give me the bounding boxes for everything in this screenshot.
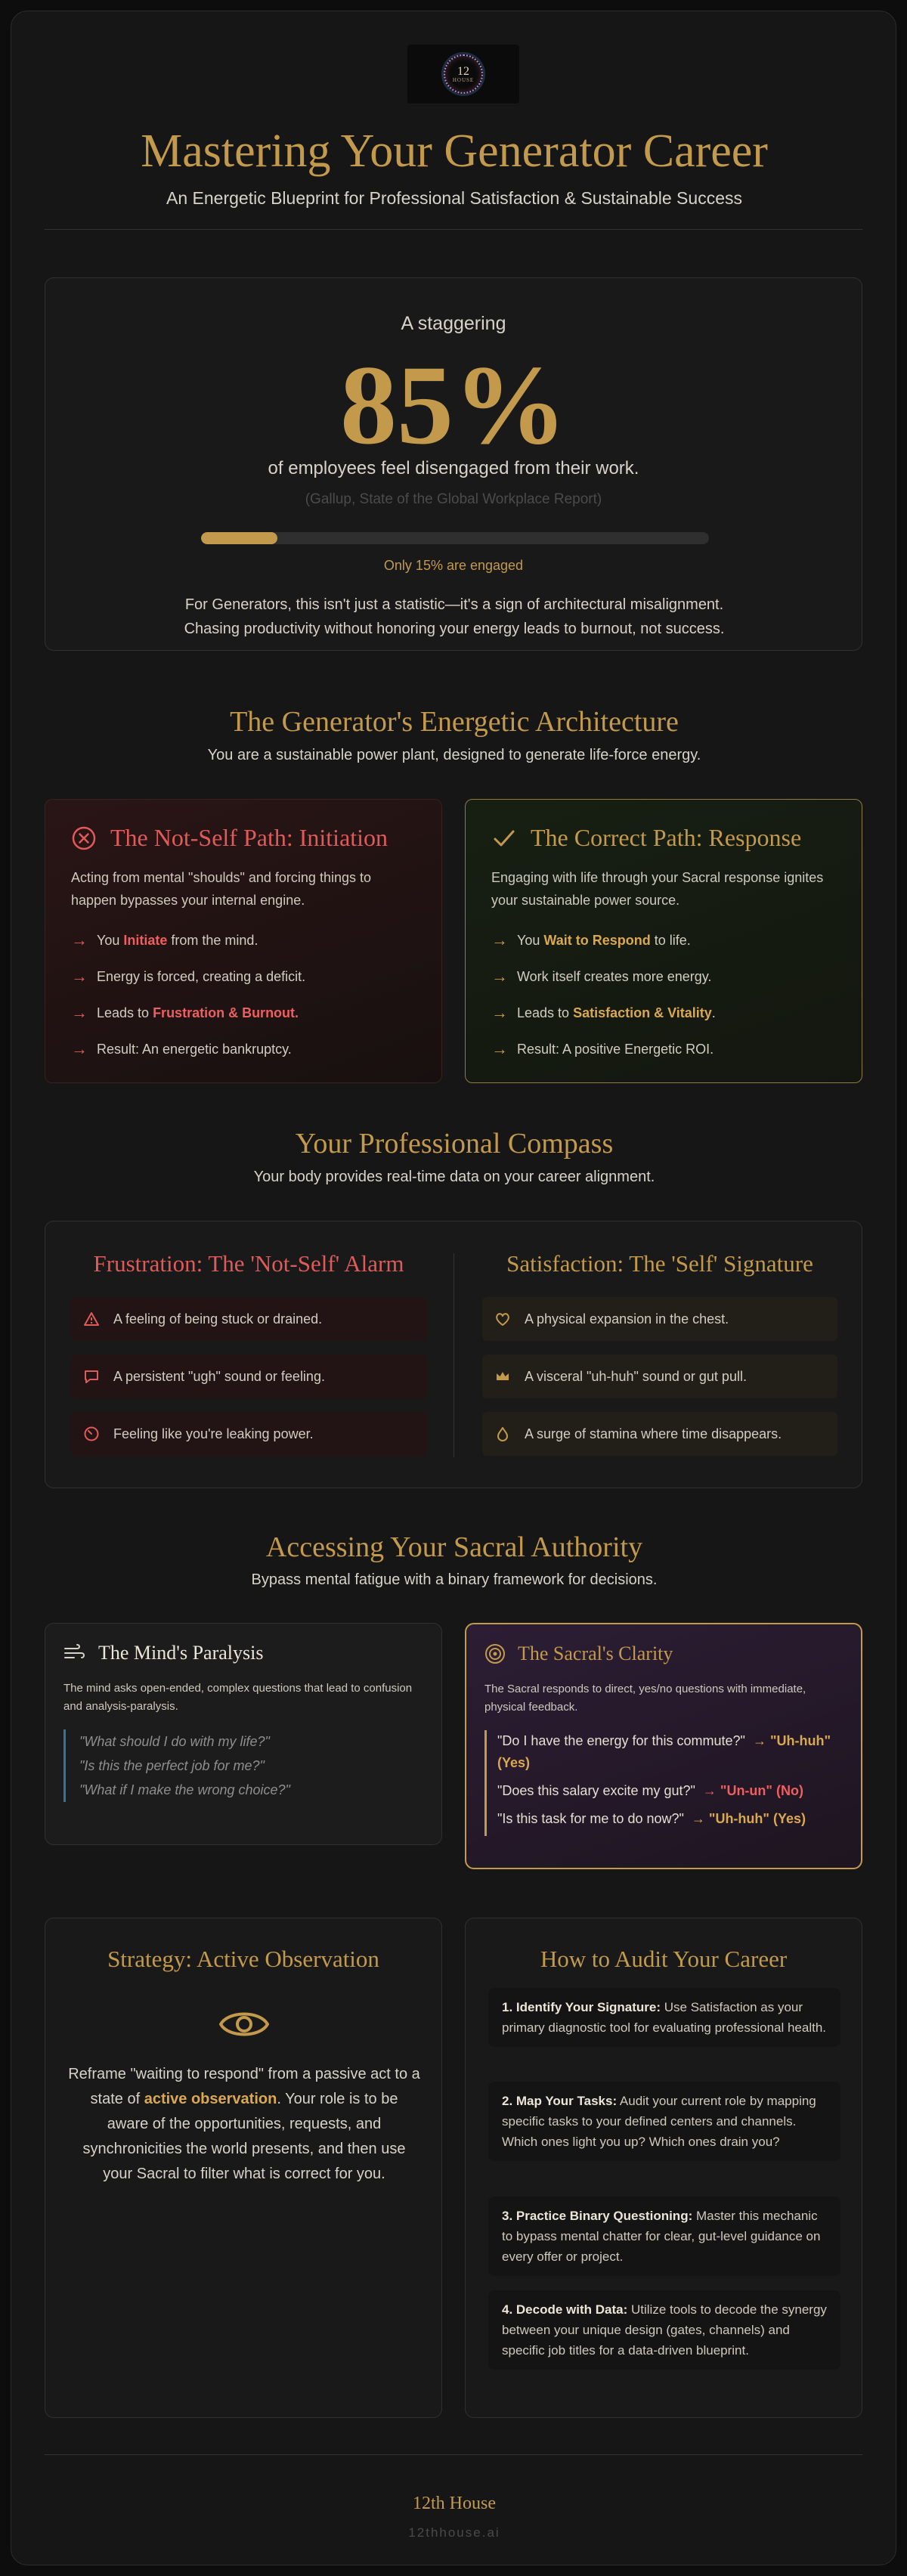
clarity-header [484, 1643, 673, 1665]
page-subtitle: An Energetic Blueprint for Professional Satisfaction & Sustainable Success [166, 188, 742, 208]
arrow-icon: → [71, 1003, 88, 1022]
frustration-item: Feeling like you're leaking power. [71, 1412, 426, 1456]
mind-quote: "Is this the perfect job for me?" [79, 1758, 265, 1773]
engagement-bar [201, 532, 709, 544]
logo-text: 12 [457, 64, 469, 78]
arrow-icon: → [491, 930, 508, 949]
eye-icon [218, 2005, 271, 2044]
engagement-caption: Only 15% are engaged [383, 558, 524, 573]
mind-paralysis-card [45, 1623, 442, 1845]
mind-desc: The mind asks open-ended, complex questions that lead to confusion and analysis-paralysis. [63, 1682, 413, 1713]
not-self-header [71, 824, 388, 852]
clarity-title: The Sacral's Clarity [518, 1643, 673, 1664]
logo-emblem [444, 54, 483, 94]
architecture-subtitle: You are a sustainable power plant, designed to generate life-force energy. [207, 747, 701, 763]
heart-icon [494, 1311, 511, 1327]
crown-icon [494, 1368, 511, 1385]
list-item: → You Initiate from the mind. [71, 930, 258, 949]
arrow-icon: → [491, 967, 508, 986]
audit-step: 4. Decode with Data: Utilize tools to decode the synergy between your unique design (gates, channels) and specific job titles for a data-driven blueprint. [488, 2290, 840, 2370]
correct-path-card [465, 799, 862, 1083]
compass-subtitle: Your body provides real-time data on your career alignment. [253, 1169, 655, 1185]
mind-quotes [63, 1729, 419, 1802]
sacral-title: Accessing Your Sacral Authority [265, 1531, 643, 1563]
list-item: → Leads to Satisfaction & Vitality. [491, 1003, 716, 1022]
flame-icon [494, 1426, 511, 1442]
stat-lead: A staggering [401, 313, 506, 334]
frustration-item: A persistent "ugh" sound or feeling. [71, 1355, 426, 1398]
architecture-title: The Generator's Energetic Architecture [230, 706, 679, 738]
observation-card [45, 1918, 442, 2418]
audit-title: How to Audit Your Career [540, 1946, 788, 1972]
logo [407, 45, 519, 104]
stat-card [45, 277, 862, 651]
not-self-desc: Acting from mental "shoulds" and forcing things to happen bypasses your internal engine. [71, 870, 371, 908]
footer-brand: 12th House [413, 2494, 496, 2513]
gauge-icon [83, 1426, 100, 1442]
audit-card [465, 1918, 862, 2418]
list-item: → Work itself creates more energy. [491, 967, 712, 986]
mind-title: The Mind's Paralysis [98, 1642, 264, 1664]
logo-subtext: HOUSE [452, 76, 475, 83]
stat-body [151, 593, 757, 641]
sacral-clarity-card [465, 1623, 862, 1869]
satisfaction-item: A physical expansion in the chest. [482, 1297, 837, 1341]
correct-path-desc: Engaging with life through your Sacral response ignites your sustainable power source. [491, 870, 824, 908]
observation-title: Strategy: Active Observation [107, 1946, 379, 1972]
target-icon [484, 1643, 506, 1664]
clarity-desc: The Sacral responds to direct, yes/no questions with immediate, physical feedback. [484, 1683, 806, 1714]
not-self-title: The Not-Self Path: Initiation [110, 824, 388, 851]
x-circle-icon [71, 825, 97, 851]
page-frame [11, 11, 896, 2565]
frustration-item: A feeling of being stuck or drained. [71, 1297, 426, 1341]
correct-path-list [491, 922, 839, 1067]
correct-path-title: The Correct Path: Response [531, 824, 802, 851]
arrow-icon: → [71, 967, 88, 986]
list-item: → Leads to Frustration & Burnout. [71, 1003, 299, 1022]
audit-step: 2. Map Your Tasks: Audit your current role by mapping specific tasks to your defined centers and channels. Which ones light you up? Which ones drain you? [488, 2082, 840, 2161]
list-item: → Result: An energetic bankruptcy. [71, 1039, 292, 1058]
compass-card [45, 1221, 862, 1488]
observation-body: Reframe "waiting to respond" from a passive act to a state of active observation. Your role is to be aware of the opportunities, requests, and synchronicities the world presents, and then use your Sacral to filter what is correct for you. [68, 2066, 420, 2182]
correct-path-header [491, 824, 801, 852]
header-divider [45, 229, 862, 230]
stat-description: of employees feel disengaged from their work. [268, 458, 639, 478]
audit-step: 3. Practice Binary Questioning: Master this mechanic to bypass mental chatter for clear, gut-level guidance on every offer or project. [488, 2197, 840, 2276]
satisfaction-item: A surge of stamina where time disappears. [482, 1412, 837, 1456]
wind-lines-icon [63, 1643, 86, 1663]
footer-url[interactable]: 12thhouse.ai [408, 2525, 500, 2540]
engagement-bar-fill [201, 532, 277, 544]
mind-header [63, 1642, 263, 1664]
clarity-qa: "Do I have the energy for this commute?" → "Uh-huh" (Yes) [497, 1733, 831, 1770]
clarity-qa: "Does this salary excite my gut?" → "Un-un" (No) [497, 1783, 803, 1798]
clarity-quotes [484, 1730, 840, 1836]
stat-value: 85% [340, 342, 567, 468]
footer-divider [45, 2454, 862, 2455]
arrow-icon: → [71, 930, 88, 949]
arrow-icon: → [491, 1003, 508, 1022]
list-item: → Energy is forced, creating a deficit. [71, 967, 306, 986]
satisfaction-title: Satisfaction: The 'Self' Signature [506, 1250, 813, 1277]
sacral-subtitle: Bypass mental fatigue with a binary framework for decisions. [251, 1571, 658, 1588]
mind-quote: "What if I make the wrong choice?" [79, 1782, 290, 1797]
chat-bubble-icon [83, 1368, 100, 1385]
stat-body-line: For Generators, this isn't just a statistic—it's a sign of architectural misalignment. [184, 596, 724, 613]
arrow-icon: → [71, 1039, 88, 1058]
clarity-qa: "Is this task for me to do now?" → "Uh-huh" (Yes) [497, 1811, 806, 1826]
arrow-icon: → [491, 1039, 508, 1058]
frustration-title: Frustration: The 'Not-Self' Alarm [93, 1250, 404, 1277]
check-icon [491, 825, 517, 851]
stat-body-line: Chasing productivity without honoring your energy leads to burnout, not success. [184, 621, 725, 637]
not-self-card [45, 799, 442, 1083]
compass-title: Your Professional Compass [295, 1128, 614, 1160]
stat-source: (Gallup, State of the Global Workplace Report) [305, 491, 602, 507]
satisfaction-item: A visceral "uh-huh" sound or gut pull. [482, 1355, 837, 1398]
audit-step: 1. Identify Your Signature: Use Satisfaction as your primary diagnostic tool for evaluating professional health. [488, 1988, 840, 2047]
list-item: → You Wait to Respond to life. [491, 930, 691, 949]
not-self-list [71, 922, 419, 1067]
warning-triangle-icon [83, 1311, 100, 1327]
mind-quote: "What should I do with my life?" [79, 1734, 270, 1749]
list-item: → Result: A positive Energetic ROI. [491, 1039, 714, 1058]
page-title: Mastering Your Generator Career [141, 125, 768, 177]
